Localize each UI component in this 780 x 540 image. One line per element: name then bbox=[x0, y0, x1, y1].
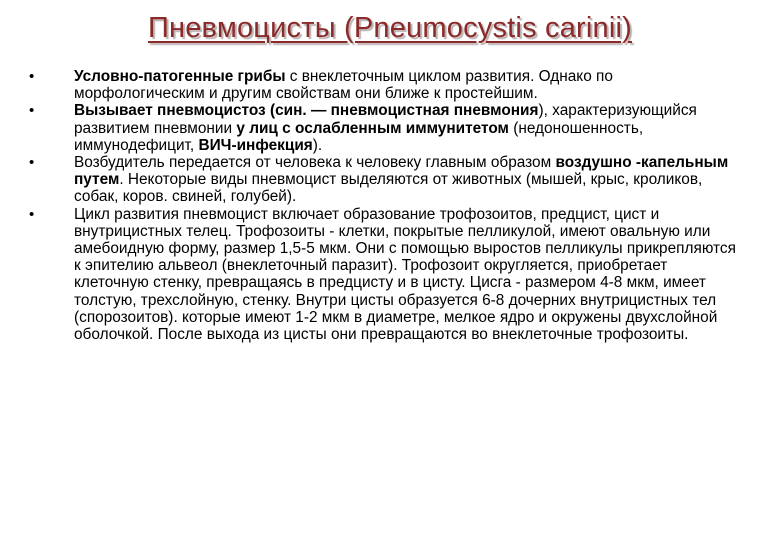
bullet-segment-bold: Условно-патогенные грибы bbox=[74, 68, 286, 85]
bullet-icon: • bbox=[29, 205, 35, 223]
bullet-list bbox=[0, 68, 780, 343]
bullet-segment-bold: Вызывает пневмоцистоз (син. — пневмоцистная пневмония bbox=[74, 102, 539, 120]
bullet-segment: Возбудитель передается от человека к человеку главным образом bbox=[74, 154, 556, 172]
bullet-item bbox=[0, 206, 780, 344]
bullet-segment: ). bbox=[312, 136, 323, 154]
bullet-item bbox=[0, 68, 780, 102]
bullet-text bbox=[74, 154, 728, 205]
bullet-icon: • bbox=[29, 68, 35, 85]
bullet-text bbox=[74, 68, 613, 102]
bullet-item bbox=[0, 154, 780, 206]
bullet-text bbox=[74, 206, 736, 343]
bullet-segment-bold: воздушно -капельным путем bbox=[74, 154, 729, 189]
bullet-icon: • bbox=[29, 102, 35, 120]
bullet-segment: Цикл развития пневмоцист включает образование трофозоитов, предцист, цист и внутрицистных телец. Трофозоиты - клетки, покрытые пелликулой, имеют овальную или амебоидную форму, размер 1,5-5 мкм. Они с помощью выростов пелликулы прикрепляются к эпителию альвеол (внеклеточный паразит). Трофозоит округляется, приобретает клеточную стенку, превращаясь в предцисту и в цисту. Цисга - размером 4-8 мкм, имеет толстую, трехслойную, стенку. Внутри цисты образуется 6-8 дочерних внутрицистных тел (спорозоитов). которые имеют 1-2 мкм в диаметре, мелкое ядро и окружены двухслойной оболочкой. После выхода из цисты они превращаются во внеклеточные трофозоиты. bbox=[74, 205, 736, 344]
bullet-segment-bold: у лиц с ослабленным иммунитетом bbox=[236, 119, 509, 137]
bullet-segment: . Некоторые виды пневмоцист выделяются от животных (мышей, крыс, кроликов, собак, коров. свиней, голубей). bbox=[74, 171, 703, 206]
bullet-segment: ), характеризующийся развитием пневмонии bbox=[74, 102, 697, 137]
bullet-segment-bold: ВИЧ-инфекция bbox=[198, 136, 313, 154]
bullet-segment: с внеклеточным циклом развития. Однако по морфологическим и другим свойствам они ближе к простейшим. bbox=[74, 68, 613, 103]
bullet-text bbox=[74, 102, 697, 153]
bullet-item bbox=[0, 102, 780, 154]
bullet-segment: (недоношенность, иммунодефицит, bbox=[74, 119, 644, 154]
slide-title: Пневмоцисты (Pneumocystis carinii) bbox=[147, 12, 633, 44]
bullet-icon: • bbox=[29, 154, 35, 172]
